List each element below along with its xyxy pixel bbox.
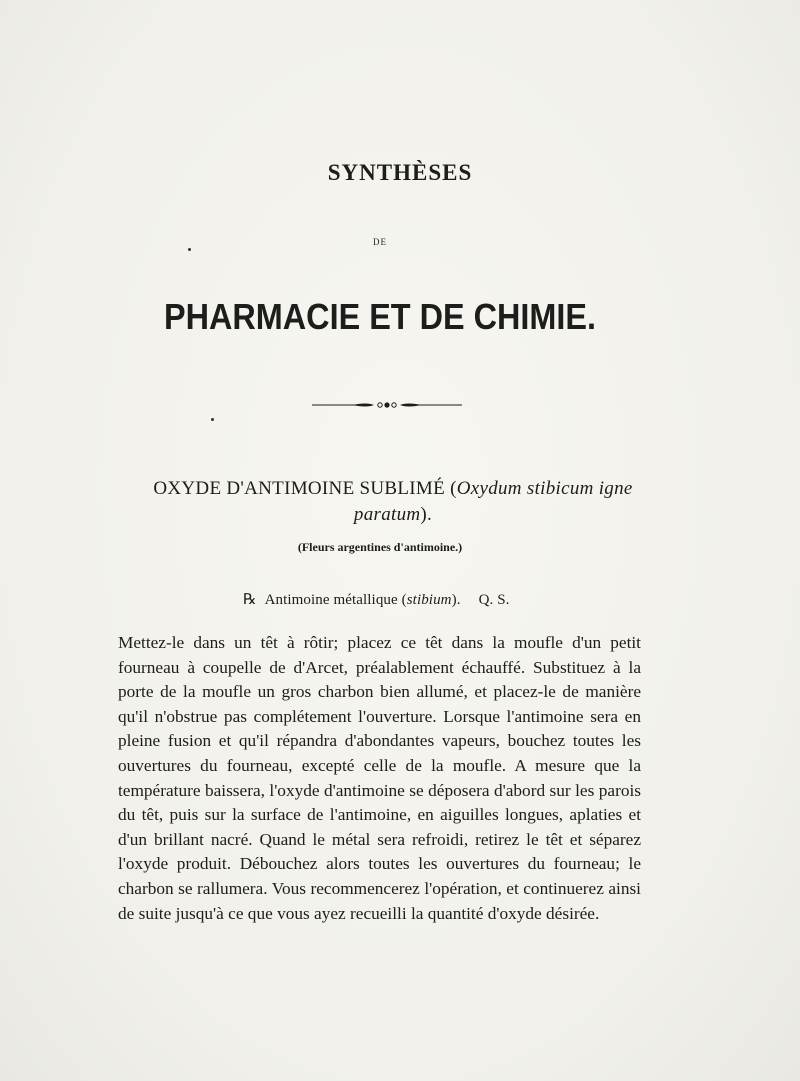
prescription-line xyxy=(243,590,510,609)
page-subject-title: PHARMACIE ET DE CHIMIE. xyxy=(163,296,597,337)
body-paragraph-text: Mettez-le dans un têt à rôtir; placez ce têt dans la moufle d'un petit fourneau à coupelle de d'Arcet, préalablement échauffé. Substituez à la porte de la moufle un gros charbon bien allumé, et placez-le de manière qu'il n'obstrue pas complétement l'ouverture. Lorsque l'antimoine sera en pleine fusion et qu'il répandra d'abondantes vapeurs, bouchez toutes les ouvertures du fourneau, excepté celle de la moufle. A mesure que la température baissera, l'oxyde d'antimoine se déposera d'abord sur les parois du têt, puis sur la surface de l'antimoine, en aiguilles longues, aplaties et d'un brillant nacré. Quand le métal sera refroidi, retirez le têt et séparez l'oxyde produit. Débouchez alors toutes les ouvertures du fourneau; le charbon se rallumera. Vous recommencerez l'opération, et continuerez ainsi de suite jusqu'à ce que vous ayez recueilli la quantité d'oxyde désirée. xyxy=(118,633,641,923)
prescription-ingredient: Antimoine métallique ( xyxy=(264,592,407,608)
section-heading xyxy=(128,476,658,528)
page-title: SYNTHÈSES xyxy=(327,160,473,185)
section-heading-name: OXYDE D'ANTIMOINE SUBLIMÉ ( xyxy=(153,478,457,499)
recipe-symbol-icon: ℞ xyxy=(243,592,257,608)
print-speck xyxy=(211,418,214,421)
prescription-ingredient-close: ). xyxy=(451,592,461,608)
prescription-quantity: Q. S. xyxy=(478,592,510,608)
print-speck xyxy=(188,248,191,251)
section-heading-close: ). xyxy=(420,504,433,525)
section-synonym: (Fleurs argentines d'antimoine.) xyxy=(297,540,463,554)
title-connector: DE xyxy=(373,237,387,247)
prescription-latin: stibium xyxy=(406,592,452,608)
body-paragraph xyxy=(118,631,641,926)
section-heading-latin: Oxydum stibicum igne paratum xyxy=(353,478,633,525)
decorative-rule-icon xyxy=(312,398,462,412)
